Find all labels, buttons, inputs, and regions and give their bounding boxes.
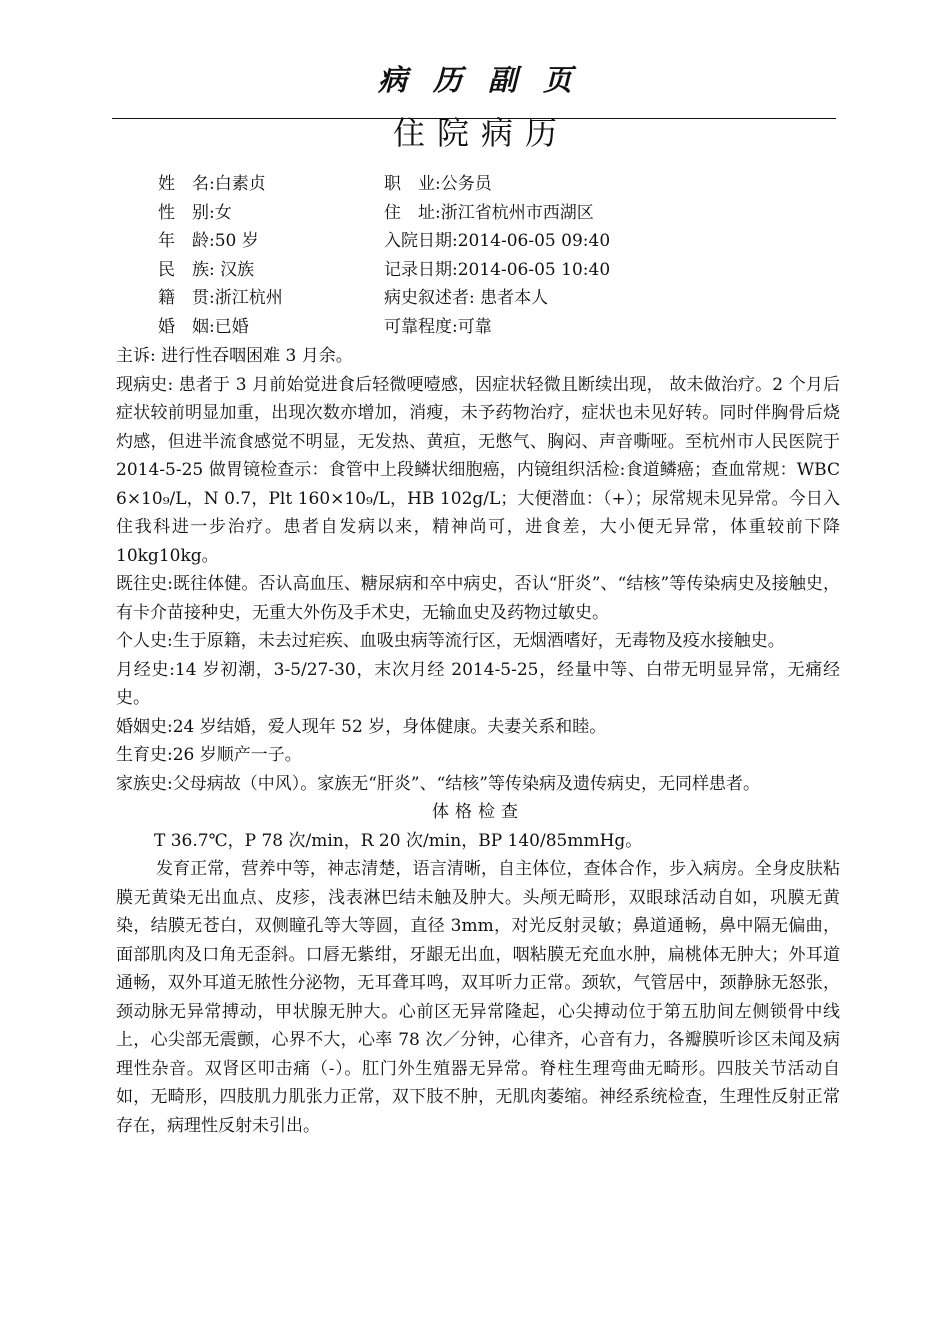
chief-complaint: 主诉: 进行性吞咽困难 3 月余。	[116, 346, 353, 366]
info-row	[0, 227, 950, 255]
info-row	[0, 199, 950, 227]
info-row	[0, 256, 950, 284]
exam-findings: 发育正常，营养中等，神志清楚，语言清晰，自主体位，查体合作，步入病房。全身皮肤粘膜无黄染无出血点、皮疹，浅表淋巴结未触及肿大。头颅无畸形，双眼球活动自如，巩膜无黄染，结膜无苍白，双侧瞳孔等大等圆，直径 3mm，对光反射灵敏；鼻道通畅，鼻中隔无偏曲，面部肌肉及口角无歪斜。口唇无紫绀，牙龈无出血，咽粘膜无充血水肿，扁桃体无肿大；外耳道通畅，双外耳道无脓性分泌物，无耳聋耳鸣，双耳听力正常。颈软，气管居中，颈静脉无怒张，颈动脉无异常搏动，甲状腺无肿大。心前区无异常隆起，心尖搏动位于第五肋间左侧锁骨中线上，心尖部无震颤，心界不大，心率 78 次／分钟，心律齐，心音有力，各瓣膜听诊区未闻及病理性杂音。双肾区叩击痛（-）。肛门外生殖器无异常。脊柱生理弯曲无畸形。四肢关节活动自如，无畸形，四肢肌力肌张力正常，双下肢不肿，无肌肉萎缩。神经系统检查，生理性反射正常存在，病理性反射未引出。	[116, 859, 840, 1136]
patient-ethnicity: 民 族: 汉族	[158, 259, 255, 280]
physical-exam-heading: 体格检查	[432, 802, 524, 822]
patient-native-place: 籍 贯:浙江杭州	[158, 288, 283, 308]
personal-history: 个人史:生于原籍，未去过疟疾、血吸虫病等流行区，无烟酒嗜好，无毒物及疫水接触史。	[116, 631, 785, 651]
patient-sex: 性 别:女	[158, 202, 232, 223]
family-history: 家族史:父母病故（中风）。家族无“肝炎”、“结核”等传染病及遗传病史，无同样患者。	[116, 773, 760, 794]
present-illness: 现病史: 患者于 3 月前始觉进食后轻微哽噎感，因症状轻微且断续出现， 故未做治疗。2 个月后症状较前明显加重，出现次数亦增加，消瘦，未予药物治疗，症状也未见好转。同时伴胸骨后烧灼感，但进半流食感觉不明显，无发热、黄疸，无憋气、胸闷、声音嘶哑。至杭州市人民医院于 2014-5-25 做胃镜检查示：食管中上段鳞状细胞癌，内镜组织活检:食道鳞癌；查血常规：WBC 6×10₉/L，N 0.7，Plt 160×10₉/L，HB 102g/L；大便潜血：（+）；尿常规未见异常。今日入住我科进一步治疗。患者自发病以来，精神尚可，进食差，大小便无异常，体重较前下降10kg10kg。	[116, 374, 840, 566]
marital-history: 婚姻史:24 岁结婚，爱人现年 52 岁，身体健康。夫妻关系和睦。	[116, 716, 607, 737]
menstrual-history: 月经史:14 岁初潮，3-5/27-30，末次月经 2014-5-25，经量中等、白带无明显异常，无痛经史。	[116, 659, 840, 708]
patient-marital-status: 婚 姻:已婚	[158, 316, 249, 337]
record-date: 记录日期:2014-06-05 10:40	[384, 259, 611, 280]
patient-age: 年 龄:50 岁	[158, 231, 259, 251]
past-history: 既往史:既往体健。否认高血压、糖尿病和卒中病史，否认“肝炎”、“结核”等传染病史及接触史，有卡介苗接种史，无重大外伤及手术史，无输血史及药物过敏史。	[116, 574, 840, 623]
document-title: 住院病历	[392, 114, 569, 152]
reliability: 可靠程度:可靠	[384, 316, 492, 337]
patient-name: 姓 名:白素贞	[158, 174, 266, 194]
patient-address: 住 址:浙江省杭州市西湖区	[384, 202, 594, 223]
info-row	[0, 313, 950, 341]
history-narrator: 病史叙述者: 患者本人	[384, 288, 549, 308]
vital-signs: T 36.7℃，P 78 次/min，R 20 次/min，BP 140/85mmHg。	[154, 830, 643, 851]
admission-date: 入院日期:2014-06-05 09:40	[384, 231, 611, 251]
record-body	[116, 342, 840, 1140]
reproductive-history: 生育史:26 岁顺产一子。	[116, 745, 302, 765]
info-row	[0, 170, 950, 198]
info-row	[0, 284, 950, 312]
page-header: 病历副页	[377, 63, 598, 97]
patient-occupation: 职 业:公务员	[384, 174, 492, 194]
